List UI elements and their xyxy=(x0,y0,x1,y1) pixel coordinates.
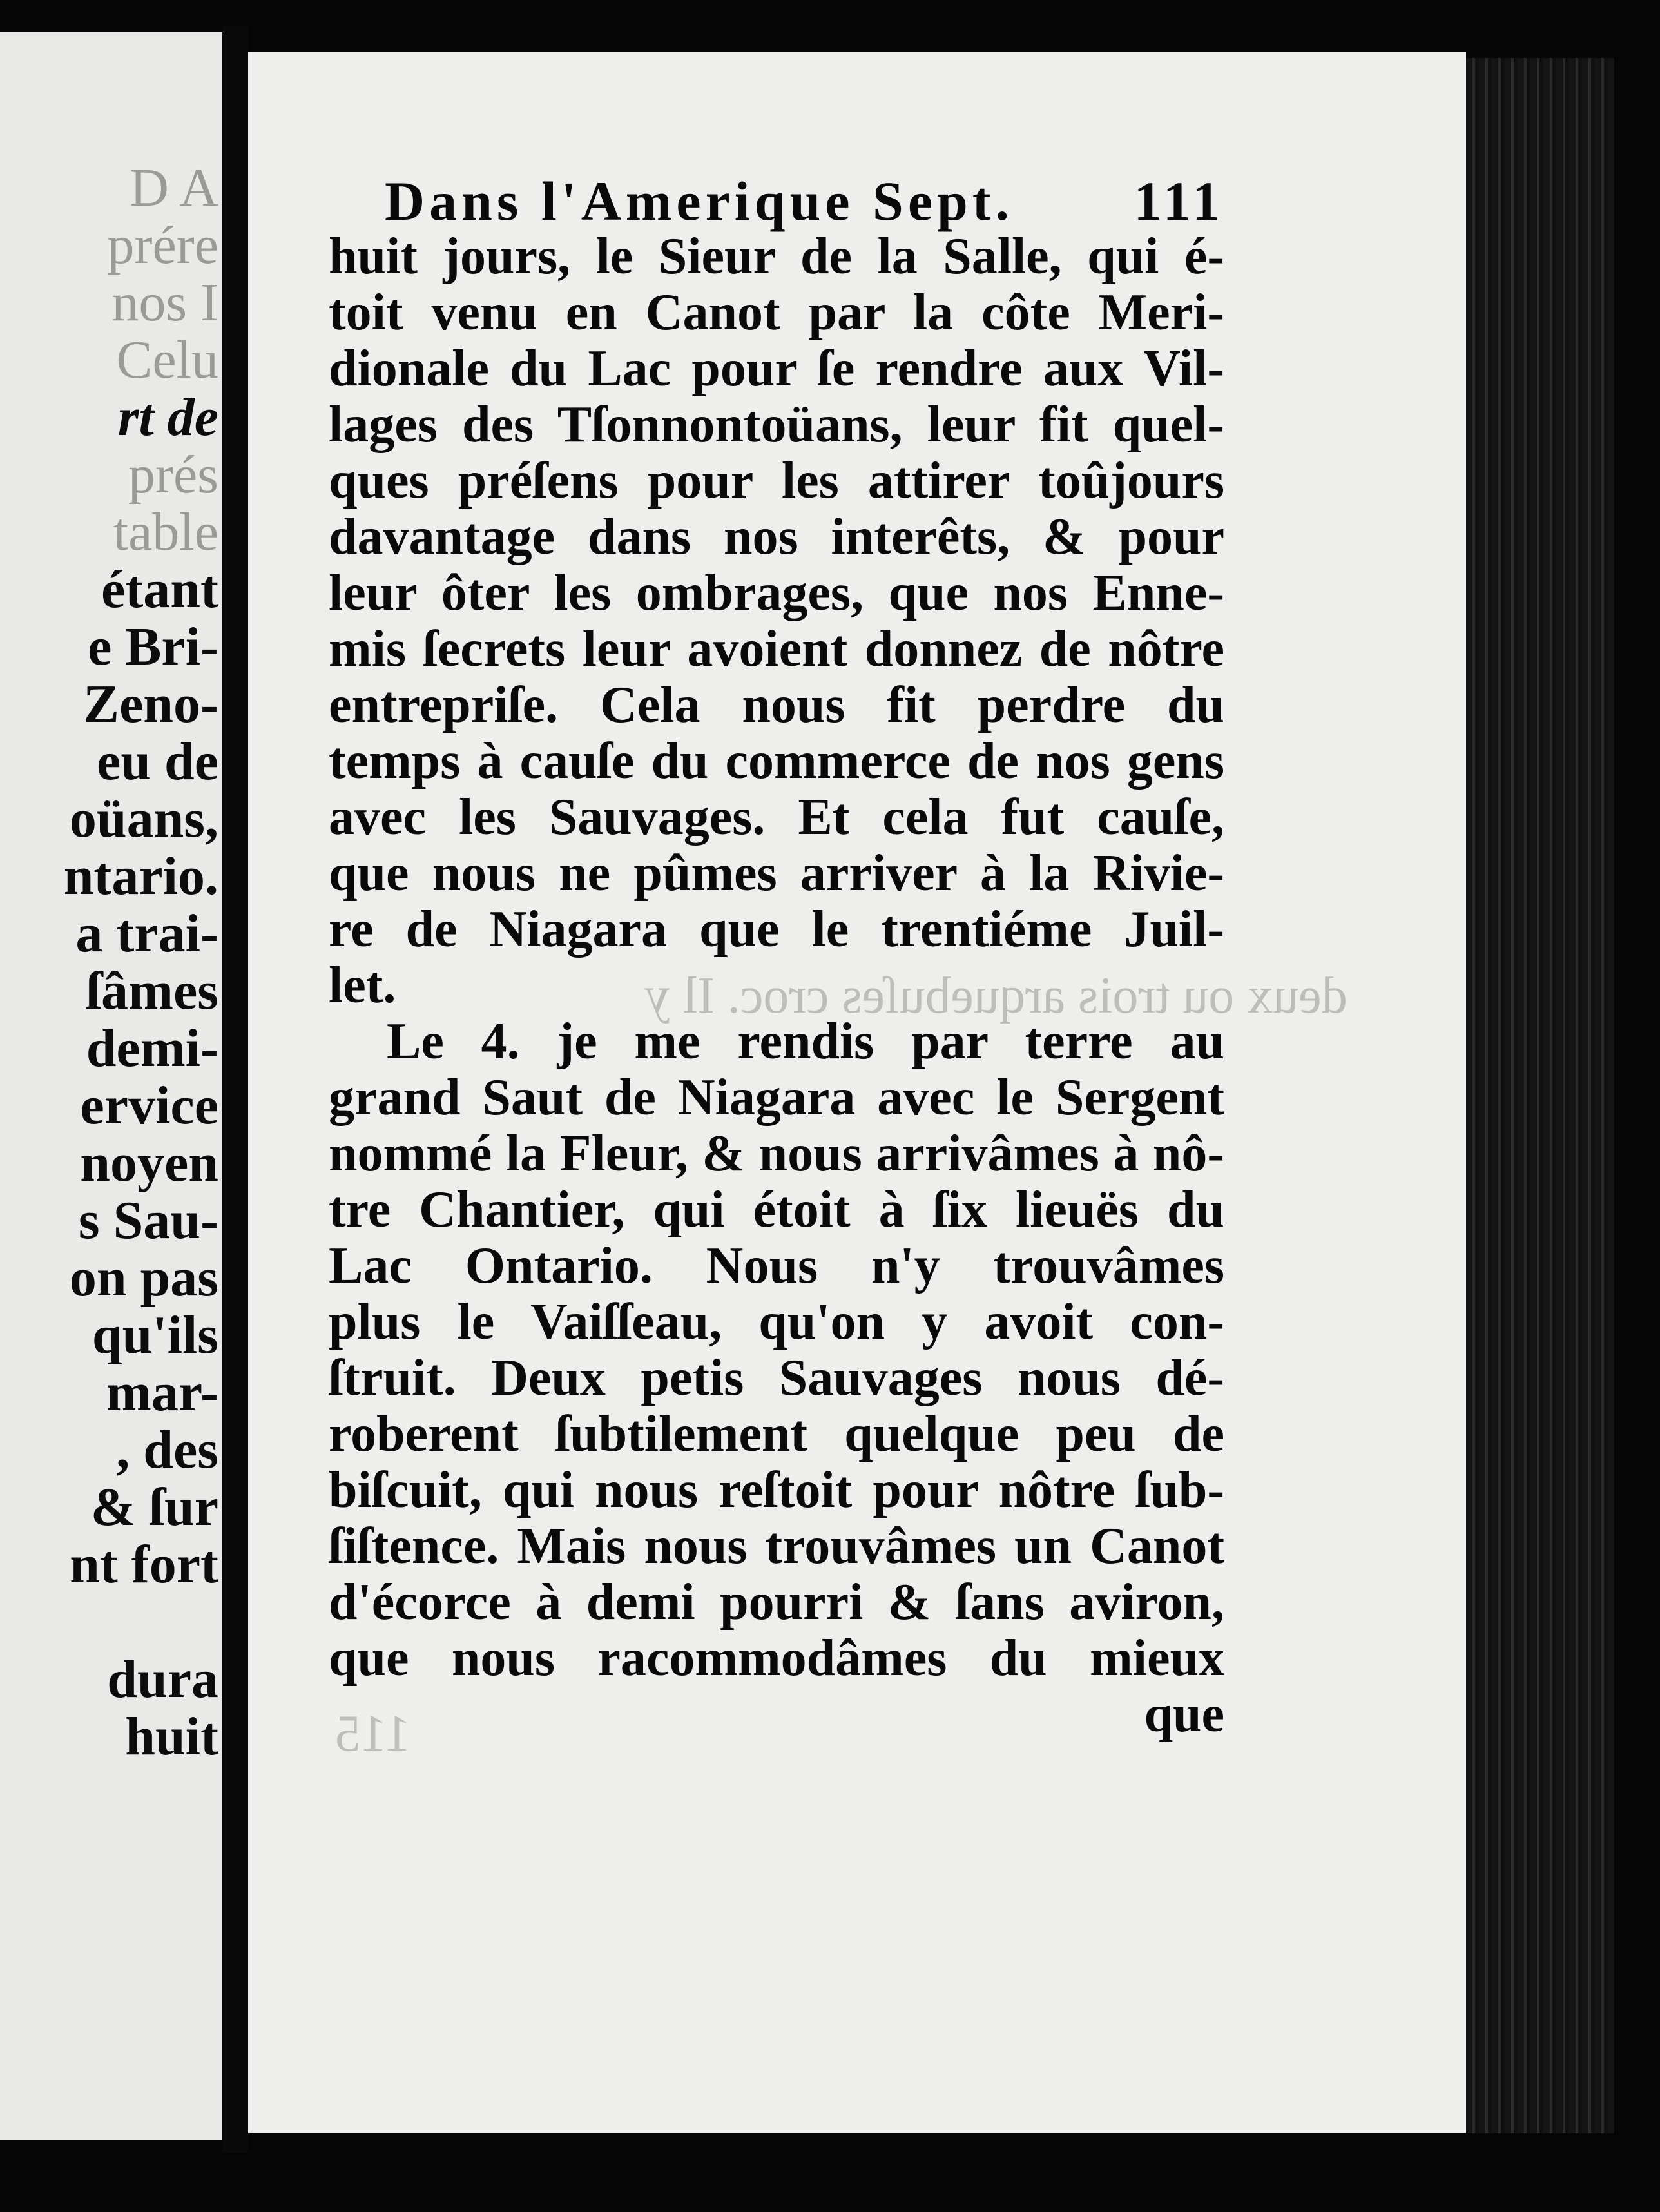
facing-page-line: mar- xyxy=(106,1363,218,1422)
running-head-title: Dans l'Amerique Sept. xyxy=(385,170,1014,232)
facing-page-line: huit xyxy=(125,1707,218,1767)
text-line: temps à cauſe du commerce de nos gens xyxy=(329,733,1224,790)
facing-page-line: eu de xyxy=(97,732,218,791)
page-edges xyxy=(1466,58,1614,2133)
facing-page-line: & ſur xyxy=(90,1477,218,1537)
text-line: tre Chantier, qui étoit à ſix lieuës du xyxy=(329,1181,1224,1238)
facing-page-line: demi- xyxy=(86,1018,218,1078)
facing-page-line: on pas xyxy=(69,1248,218,1308)
text-line: biſcuit, qui nous reſtoit pour nôtre ſub- xyxy=(329,1462,1224,1518)
facing-page-line: ntario. xyxy=(63,846,218,906)
text-line: grand Saut de Niagara avec le Sergent xyxy=(329,1069,1224,1126)
text-line: roberent ſubtilement quelque peu de xyxy=(329,1406,1224,1462)
facing-page-line: e Bri- xyxy=(88,617,218,677)
text-line: davantage dans nos interêts, & pour xyxy=(329,509,1224,565)
text-line: lages des Tſonnontoüans, leur fit quel- xyxy=(329,396,1224,453)
text-line: Le 4. je me rendis par terre au xyxy=(387,1013,1224,1070)
page-number: 111 xyxy=(1134,170,1224,232)
text-line: que nous racommodâmes du mieux xyxy=(329,1630,1224,1687)
facing-page-line: ervice xyxy=(80,1076,218,1136)
text-line: leur ôter les ombrages, que nos Enne- xyxy=(329,565,1224,621)
text-line: let. xyxy=(329,957,396,1014)
text-line: ſiſtence. Mais nous trouvâmes un Canot xyxy=(329,1518,1224,1575)
book-gutter xyxy=(222,26,248,2153)
facing-page-line: étant xyxy=(101,559,218,619)
facing-page-line: Celu xyxy=(116,330,218,390)
text-line: d'écorce à demi pourri & ſans aviron, xyxy=(329,1574,1224,1631)
text-line: dionale du Lac pour ſe rendre aux Vil- xyxy=(329,340,1224,397)
facing-page-line: D A xyxy=(130,158,218,218)
text-line: huit jours, le Sieur de la Salle, qui é- xyxy=(329,228,1224,285)
text-line: mis ſecrets leur avoient donnez de nôtre xyxy=(329,621,1224,677)
running-head xyxy=(385,169,1224,233)
facing-page-line: s Sau- xyxy=(78,1190,218,1250)
show-through-page-number: 115 xyxy=(335,1705,411,1762)
text-line: toit venu en Canot par la côte Meri- xyxy=(329,284,1224,341)
facing-page-line: prés xyxy=(128,445,218,505)
facing-page-line: table xyxy=(113,502,218,562)
facing-page-line: prére xyxy=(107,215,218,275)
page-body-text xyxy=(329,229,1224,1743)
show-through-text: deux ou trois arquebuſes croc. Il y xyxy=(644,967,1347,1024)
text-line: ques préſens pour les attirer toûjours xyxy=(329,452,1224,509)
facing-page-line: a trai- xyxy=(75,904,218,964)
facing-page-line: Zeno- xyxy=(83,674,218,734)
facing-page-line: noyen xyxy=(80,1133,218,1193)
text-line: ſtruit. Deux petis Sauvages nous dé- xyxy=(329,1350,1224,1406)
text-line: avec les Sauvages. Et cela fut cauſe, xyxy=(329,789,1224,846)
facing-page-line: rt de xyxy=(117,387,218,447)
catchword: que xyxy=(1144,1686,1224,1743)
text-line: entrepriſe. Cela nous fit perdre du xyxy=(329,677,1224,733)
facing-page-line: , des xyxy=(116,1420,218,1480)
facing-page-line: nos I xyxy=(111,273,218,333)
text-line: nommé la Fleur, & nous arrivâmes à nô- xyxy=(329,1125,1224,1182)
facing-page-fragment xyxy=(0,32,226,2140)
facing-page-line: qu'ils xyxy=(92,1305,218,1365)
facing-page-line: oüans, xyxy=(69,789,218,849)
text-line: Lac Ontario. Nous n'y trouvâmes xyxy=(329,1237,1224,1294)
text-line: que nous ne pûmes arriver à la Rivie- xyxy=(329,845,1224,902)
facing-page-line: ſâmes xyxy=(86,961,218,1021)
facing-page-line: dura xyxy=(107,1649,218,1709)
text-line: plus le Vaiſſeau, qu'on y avoit con- xyxy=(329,1294,1224,1350)
text-line: re de Niagara que le trentiéme Juil- xyxy=(329,901,1224,958)
facing-page-line: nt fort xyxy=(70,1535,218,1595)
